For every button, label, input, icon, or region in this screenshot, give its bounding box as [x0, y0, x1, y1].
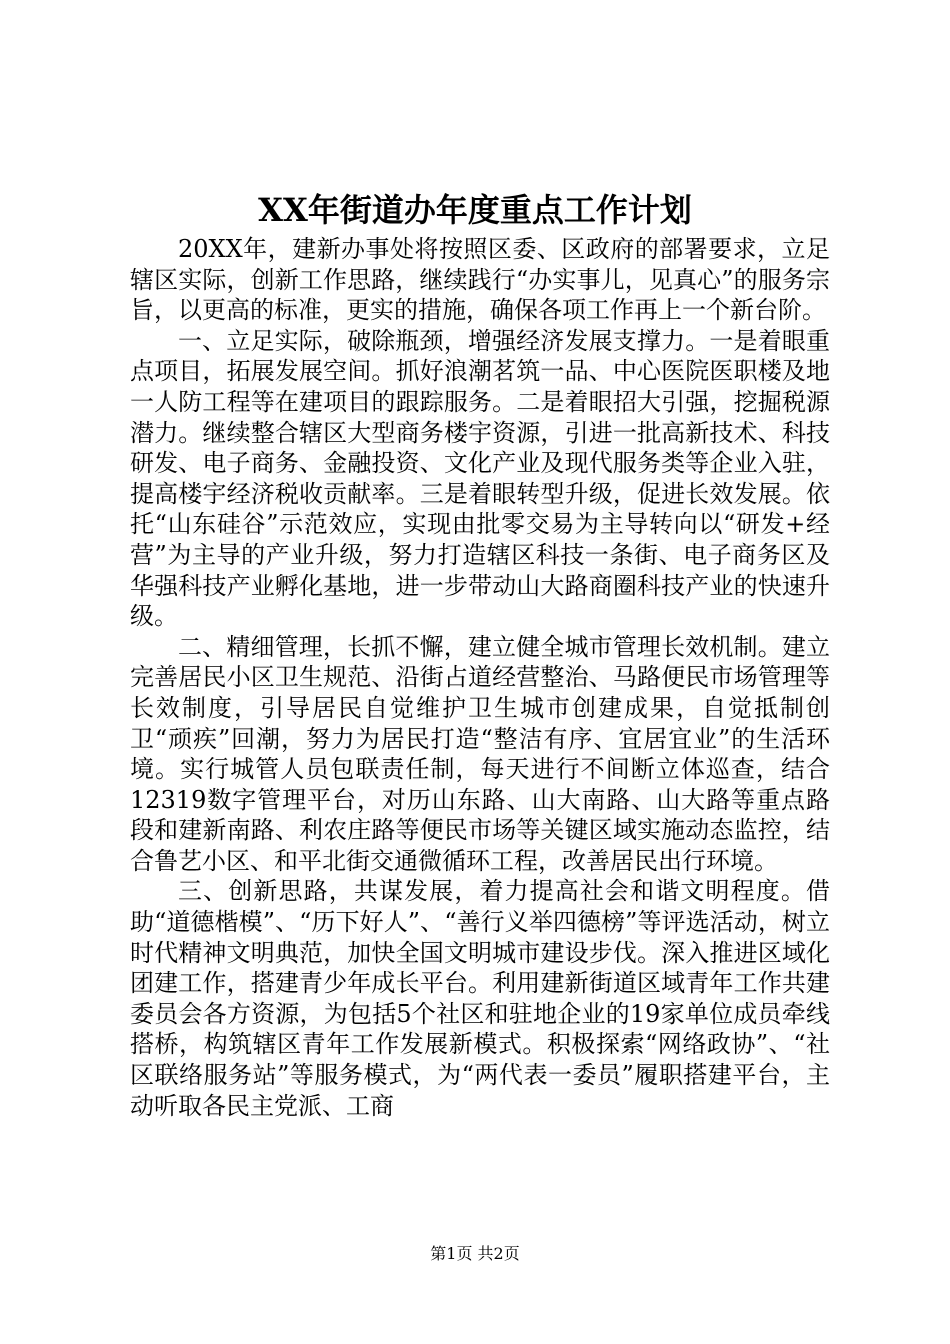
document-body — [130, 234, 830, 1121]
document-title: XX年街道办年度重点工作计划 — [258, 191, 692, 229]
paragraph-section-2: 二、精细管理，长抓不懈，建立健全城市管理长效机制。建立完善居民小区卫生规范、沿街占道经营整治、马路便民市场管理等长效制度，引导居民自觉维护卫生城市创建成果，自觉抵制创卫“顽疾”回潮，努力为居民打造“整洁有序、宜居宜业”的生活环境。实行城管人员包联责任制，每天进行不间断立体巡查，结合12319数字管理平台，对历山东路、山大南路、山大路等重点路段和建新南路、利农庄路等便民市场等关键区域实施动态监控，结合鲁艺小区、和平北街交通微循环工程，改善居民出行环境。 — [130, 632, 830, 875]
paragraph-section-1: 一、立足实际，破除瓶颈，增强经济发展支撑力。一是着眼重点项目，拓展发展空间。抓好浪潮茗筑一品、中心医院医职楼及地一人防工程等在建项目的跟踪服务。二是着眼招大引强，挖掘税源潜力。继续整合辖区大型商务楼宇资源，引进一批高新技术、科技研发、电子商务、金融投资、文化产业及现代服务类等企业入驻，提高楼宇经济税收贡献率。三是着眼转型升级，促进长效发展。依托“山东硅谷”示范效应，实现由批零交易为主导转向以“研发+经营”为主导的产业升级，努力打造辖区科技一条街、电子商务区及华强科技产业孵化基地，进一步带动山大路商圈科技产业的快速升级。 — [130, 326, 830, 631]
paragraph-section-3: 三、创新思路，共谋发展，着力提高社会和谐文明程度。借助“道德楷模”、“历下好人”、“善行义举四德榜”等评选活动，树立时代精神文明典范，加快全国文明城市建设步伐。深入推进区域化团建工作，搭建青少年成长平台。利用建新街道区域青年工作共建委员会各方资源，为包括5个社区和驻地企业的19家单位成员牵线搭桥，构筑辖区青年工作发展新模式。积极探索“网络政协”、“社区联络服务站”等服务模式，为“两代表一委员”履职搭建平台，主动听取各民主党派、工商 — [130, 877, 830, 1120]
page-number-footer: 第1页 共2页 — [430, 1244, 520, 1263]
paragraph-intro: 20XX年，建新办事处将按照区委、区政府的部署要求，立足辖区实际，创新工作思路，继续践行“办实事儿，见真心”的服务宗旨，以更高的标准，更实的措施，确保各项工作再上一个新台阶。 — [130, 235, 830, 325]
